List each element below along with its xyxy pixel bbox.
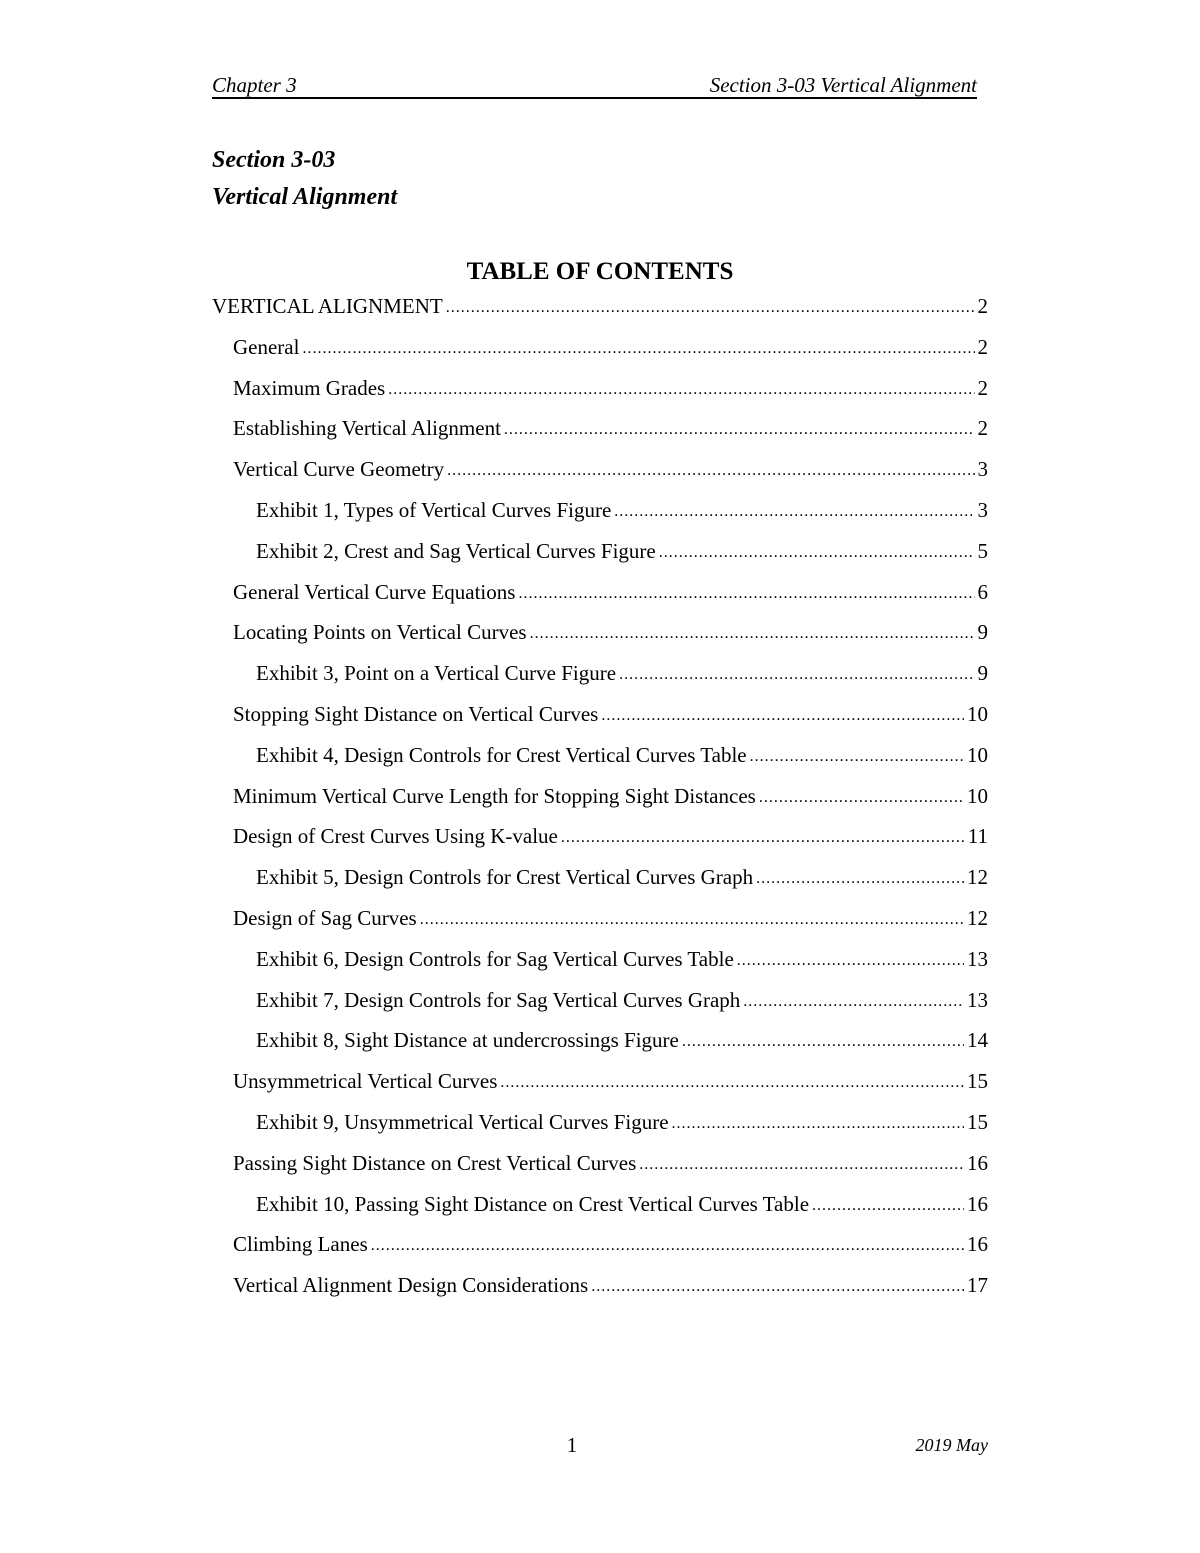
toc-entry-page: 12 xyxy=(967,905,988,930)
toc-entry-title: Minimum Vertical Curve Length for Stopping Sight Distances xyxy=(233,783,756,808)
toc-entry[interactable] xyxy=(212,1191,988,1232)
toc-entry-title: Design of Crest Curves Using K-value xyxy=(233,824,558,849)
toc-entry-page: 13 xyxy=(967,987,988,1012)
toc-entry-page: 2 xyxy=(977,294,988,318)
toc-entry-page: 2 xyxy=(977,416,988,441)
toc-entry[interactable] xyxy=(212,619,988,660)
header-chapter: Chapter 3 xyxy=(212,73,297,97)
toc-entry[interactable] xyxy=(212,579,988,620)
toc-entry-page: 10 xyxy=(967,742,988,767)
toc-entry-title: Maximum Grades xyxy=(233,375,386,400)
toc-entry[interactable] xyxy=(212,415,988,456)
toc-entry[interactable] xyxy=(212,660,988,701)
toc-entry-title: Establishing Vertical Alignment xyxy=(233,416,501,441)
section-number: Section 3-03 xyxy=(212,147,336,173)
toc-entry[interactable] xyxy=(212,905,988,946)
section-name: Vertical Alignment xyxy=(212,184,398,210)
toc-dot-leader xyxy=(756,863,964,892)
toc-dot-leader xyxy=(812,1190,964,1219)
toc-dot-leader xyxy=(561,822,965,851)
toc-dot-leader xyxy=(446,292,975,321)
toc-entry-title: Vertical Curve Geometry xyxy=(233,457,445,482)
toc-entry-page: 12 xyxy=(967,865,988,890)
toc-entry-title: Exhibit 3, Point on a Vertical Curve Figure xyxy=(256,661,617,686)
toc-dot-leader xyxy=(759,782,964,811)
toc-entry-page: 11 xyxy=(967,824,988,849)
footer-date: 2019 May xyxy=(915,1435,988,1455)
toc-entry-page: 13 xyxy=(967,946,988,971)
toc-entry-page: 14 xyxy=(967,1028,988,1053)
toc-entry-page: 9 xyxy=(977,620,988,645)
toc-entry-page: 3 xyxy=(977,457,988,482)
toc-dot-leader xyxy=(420,904,964,933)
toc-entry-title: Exhibit 2, Crest and Sag Vertical Curves Figure xyxy=(256,538,656,563)
toc-entry[interactable] xyxy=(212,1272,988,1313)
toc-entry-title: Vertical Alignment Design Considerations xyxy=(233,1273,589,1298)
toc-entry-title: Exhibit 1, Types of Vertical Curves Figure xyxy=(256,497,612,522)
toc-entry-page: 9 xyxy=(977,661,988,686)
toc-entry-page: 10 xyxy=(967,701,988,726)
toc-entry-page: 16 xyxy=(967,1191,988,1216)
toc-dot-leader xyxy=(672,1108,964,1137)
toc-entry-title: Stopping Sight Distance on Vertical Curves xyxy=(233,701,599,726)
toc-entry[interactable] xyxy=(212,701,988,742)
toc-dot-leader xyxy=(504,414,975,443)
toc-entry-title: Locating Points on Vertical Curves xyxy=(233,620,527,645)
toc-entry-page: 15 xyxy=(967,1109,988,1134)
toc-entry-title: VERTICAL ALIGNMENT xyxy=(212,294,443,318)
toc-entry-title: Exhibit 4, Design Controls for Crest Vertical Curves Table xyxy=(256,742,747,767)
toc-dot-leader xyxy=(371,1230,964,1259)
toc-entry[interactable] xyxy=(212,497,988,538)
toc-entry-page: 5 xyxy=(977,538,988,563)
toc-entry-page: 15 xyxy=(967,1069,988,1094)
toc-dot-leader xyxy=(302,333,974,362)
toc-dot-leader xyxy=(530,618,975,647)
toc-entry[interactable] xyxy=(212,538,988,579)
toc-entry[interactable] xyxy=(212,1068,988,1109)
toc-entry-title: General Vertical Curve Equations xyxy=(233,579,516,604)
toc-entry-title: Exhibit 10, Passing Sight Distance on Crest Vertical Curves Table xyxy=(256,1191,810,1216)
toc-entry-page: 17 xyxy=(967,1273,988,1298)
toc-entry-title: Passing Sight Distance on Crest Vertical Curves xyxy=(233,1150,637,1175)
toc-entry-title: Unsymmetrical Vertical Curves xyxy=(233,1069,498,1094)
toc-entry-title: Design of Sag Curves xyxy=(233,905,417,930)
toc-entry[interactable] xyxy=(212,456,988,497)
toc-entry[interactable] xyxy=(212,334,988,375)
toc-dot-leader xyxy=(737,945,964,974)
toc-entry-title: Exhibit 7, Design Controls for Sag Vertical Curves Graph xyxy=(256,987,741,1012)
toc-entry-page: 10 xyxy=(967,783,988,808)
table-of-contents xyxy=(212,293,988,1313)
toc-dot-leader xyxy=(614,496,974,525)
toc-heading: TABLE OF CONTENTS xyxy=(466,258,734,285)
toc-entry[interactable] xyxy=(212,375,988,416)
toc-entry-title: Exhibit 6, Design Controls for Sag Vertical Curves Table xyxy=(256,946,734,971)
toc-entry-title: Exhibit 8, Sight Distance at undercrossings Figure xyxy=(256,1028,679,1053)
toc-entry[interactable] xyxy=(212,293,988,334)
toc-entry-page: 6 xyxy=(977,579,988,604)
toc-dot-leader xyxy=(659,537,975,566)
toc-entry[interactable] xyxy=(212,864,988,905)
toc-entry-title: General xyxy=(233,334,300,359)
toc-entry[interactable] xyxy=(212,742,988,783)
toc-dot-leader xyxy=(591,1271,964,1300)
toc-dot-leader xyxy=(500,1067,964,1096)
toc-dot-leader xyxy=(743,986,964,1015)
toc-entry-title: Climbing Lanes xyxy=(233,1232,368,1257)
toc-dot-leader xyxy=(619,659,974,688)
section-title xyxy=(212,142,397,216)
header-section: Section 3-03 Vertical Alignment xyxy=(709,73,977,97)
page-header xyxy=(212,73,977,99)
toc-dot-leader xyxy=(639,1149,964,1178)
page-footer xyxy=(212,1432,988,1458)
toc-entry[interactable] xyxy=(212,823,988,864)
toc-entry[interactable] xyxy=(212,1150,988,1191)
toc-entry-page: 16 xyxy=(967,1150,988,1175)
toc-dot-leader xyxy=(518,578,974,607)
toc-entry[interactable] xyxy=(212,987,988,1028)
toc-entry[interactable] xyxy=(212,1231,988,1272)
toc-entry[interactable] xyxy=(212,946,988,987)
page-number: 1 xyxy=(566,1433,578,1457)
toc-entry-page: 2 xyxy=(977,375,988,400)
toc-entry-page: 16 xyxy=(967,1232,988,1257)
toc-entry-page: 3 xyxy=(977,497,988,522)
toc-entry[interactable] xyxy=(212,1109,988,1150)
toc-entry[interactable] xyxy=(212,783,988,824)
toc-entry[interactable] xyxy=(212,1027,988,1068)
toc-dot-leader xyxy=(447,455,974,484)
toc-dot-leader xyxy=(601,700,964,729)
toc-entry-title: Exhibit 9, Unsymmetrical Vertical Curves Figure xyxy=(256,1109,669,1134)
toc-entry-page: 2 xyxy=(977,334,988,359)
toc-dot-leader xyxy=(682,1026,964,1055)
toc-dot-leader xyxy=(750,741,964,770)
toc-entry-title: Exhibit 5, Design Controls for Crest Vertical Curves Graph xyxy=(256,865,754,890)
toc-dot-leader xyxy=(388,374,974,403)
